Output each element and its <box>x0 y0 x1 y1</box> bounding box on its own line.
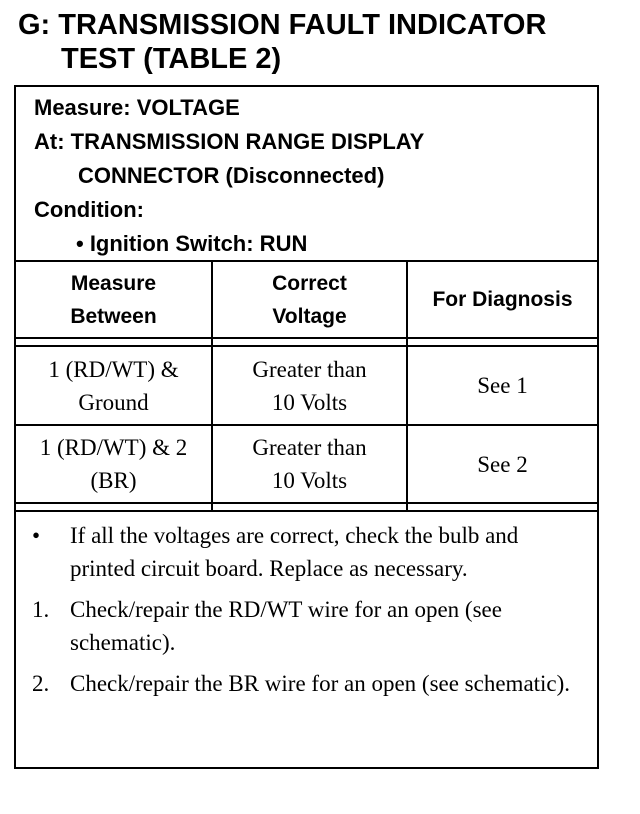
table-header-rule <box>16 337 597 339</box>
cell-text: Greater than <box>252 356 367 382</box>
cell-text: See 1 <box>477 373 528 398</box>
table-row-2-between <box>16 426 211 502</box>
title-line-2: TEST (TABLE 2) <box>61 43 282 75</box>
cell-text: 10 Volts <box>271 389 348 415</box>
column-header-text: Between <box>70 304 157 328</box>
title-line-1: G: TRANSMISSION FAULT INDICATOR <box>18 9 547 41</box>
table-bottom-rule <box>16 502 597 504</box>
column-header-text: Voltage <box>272 304 347 328</box>
note-see-2 <box>16 667 597 700</box>
note-see-1 <box>16 593 597 659</box>
table-row-2-diagnosis <box>408 426 597 502</box>
table-bottom-rule-double <box>16 510 597 512</box>
test-box <box>14 85 599 769</box>
cell-text: See 2 <box>477 451 528 477</box>
cell-text: Greater than <box>252 435 367 460</box>
column-header-text: For Diagnosis <box>432 288 573 311</box>
column-header-correct-voltage <box>213 262 406 337</box>
table-row-1-between <box>16 347 211 424</box>
cell-text: (BR) <box>90 468 137 493</box>
note-text: If all the voltages are correct, check the bulb and printed circuit board. Replace as necessary. <box>70 523 519 581</box>
cell-text: Ground <box>78 389 149 415</box>
condition-item: • Ignition Switch: RUN <box>76 231 308 256</box>
measurement-header <box>16 87 597 261</box>
at-line-1: At: TRANSMISSION RANGE DISPLAY <box>34 129 425 154</box>
notes-list <box>16 519 597 708</box>
cell-text: 1 (RD/WT) & 2 <box>39 435 188 460</box>
note-general <box>16 519 597 585</box>
at-line-2: CONNECTOR (Disconnected) <box>78 163 385 188</box>
column-header-measure-between <box>16 262 211 337</box>
table-row-1-diagnosis <box>408 347 597 424</box>
note-number: 2. <box>32 671 50 696</box>
note-text: Check/repair the BR wire for an open (see schematic). <box>70 671 571 696</box>
column-header-text: Correct <box>272 271 347 295</box>
cell-text: 1 (RD/WT) & <box>48 356 179 382</box>
note-bullet: • <box>32 523 41 548</box>
measure-line: Measure: VOLTAGE <box>34 95 240 120</box>
column-header-for-diagnosis <box>408 262 597 337</box>
column-header-text: Measure <box>70 271 157 295</box>
cell-text: 10 Volts <box>271 468 348 493</box>
page-title <box>18 8 628 76</box>
table-row-2-voltage <box>213 426 406 502</box>
note-text: Check/repair the RD/WT wire for an open (see schematic). <box>70 597 502 655</box>
note-number: 1. <box>32 597 50 622</box>
condition-label: Condition: <box>34 197 144 222</box>
table-row-1-voltage <box>213 347 406 424</box>
